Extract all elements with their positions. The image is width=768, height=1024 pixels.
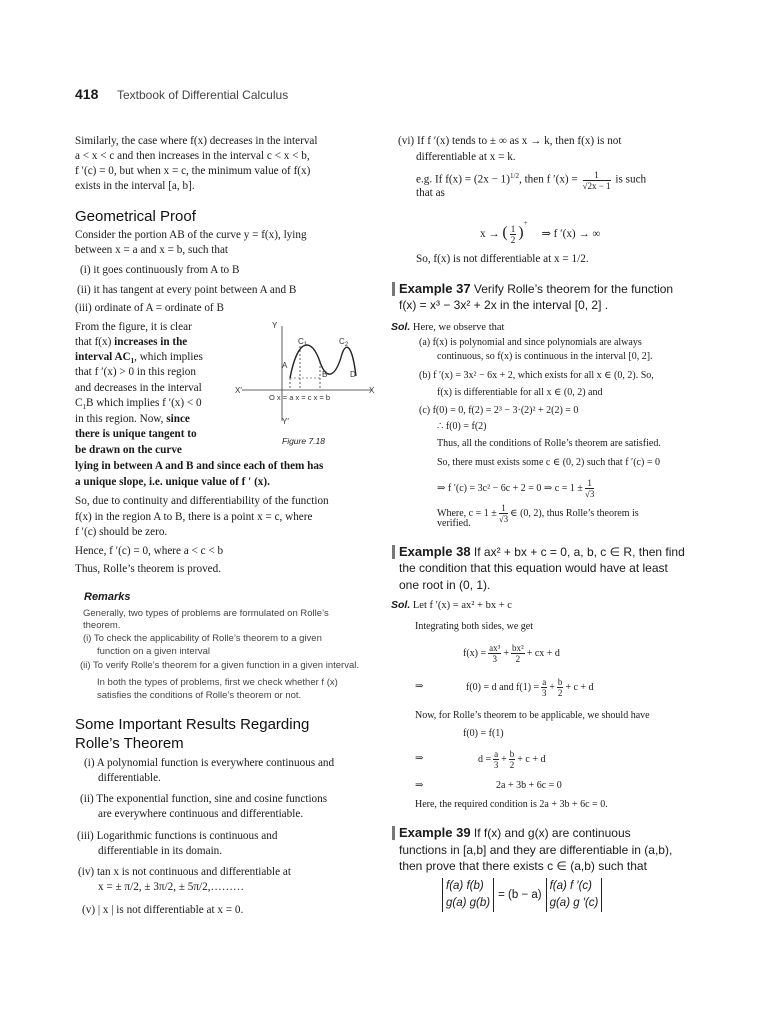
fig-text-7: in this region. Now, since — [75, 413, 190, 425]
ex37-c: (c) f(0) = 0, f(2) = 2³ − 3·(2)² + 2(2) = 0 — [419, 405, 579, 416]
remark-6: In both the types of problems, first we check whether f (x) — [97, 677, 338, 688]
example-38-bar — [392, 545, 395, 559]
intro-line-4: exists in the interval [a, b]. — [75, 180, 195, 192]
fig-text-10: lying in between A and B and since each of them has — [75, 460, 324, 472]
example-39-bar — [392, 826, 395, 840]
geo-intro-2: between x = a and x = b, such that — [75, 244, 229, 256]
figure-caption: Figure 7.18 — [282, 436, 325, 446]
ex37-implies: ⇒ f ′(c) = 3c² − 6c + 2 = 0 ⇒ c = 1 ± $\frac{1}{√3}$ — [437, 478, 595, 499]
geo-point-3: (iii) ordinate of A = ordinate of B — [75, 302, 224, 314]
remark-1: Generally, two types of problems are formulated on Rolle’s — [83, 608, 329, 619]
running-title: Textbook of Differential Calculus — [117, 88, 289, 102]
fig-text-6: $C_1B$ which implies f ′(x) < 0 — [75, 397, 202, 412]
result-5: (v) | x | is not differentiable at x = 0. — [82, 904, 244, 916]
ex37-b2: f(x) is differentiable for all x ∈ (0, 2) and — [437, 387, 603, 398]
ex37-b: (b) f ′(x) = 3x² − 6x + 2, which exists for all x ∈ (0, 2). So, — [419, 370, 654, 381]
ex38-fx: f(x) = $\frac{\text{ax³}}{3}$ + $\frac{\text{bx²}}{2}$ + cx + d — [463, 643, 560, 664]
conclusion-3: f ′(c) should be zero. — [75, 526, 168, 538]
fig-text-9: be drawn on the curve — [75, 444, 182, 456]
fig-text-8: there is unique tangent to — [75, 428, 197, 440]
remarks-title: Remarks — [84, 591, 131, 603]
ex38-arrow-3: ⇒ — [415, 780, 424, 791]
conclusion-4: Hence, f ′(c) = 0, where a < c < b — [75, 545, 224, 557]
ex37-a2: continuous, so f(x) is continuous in the interval [0, 2]. — [437, 351, 653, 362]
conclusion-1: So, due to continuity and differentiability of the function — [75, 495, 329, 507]
limit-line: x → ( $\frac{1}{2}$ )+ ⇒ f ′(x) → ∞ — [480, 219, 601, 245]
geometrical-proof-heading: Geometrical Proof — [75, 208, 196, 225]
result-2b: are everywhere continuous and differentiable. — [98, 808, 304, 820]
ex37-a: (a) f(x) is polynomial and since polynomials are always — [419, 337, 642, 348]
ex37-thus: Thus, all the conditions of Rolle’s theorem are satisfied. — [437, 438, 661, 449]
remark-2: theorem. — [83, 620, 121, 631]
example-line: e.g. If $f(x) = (2x - 1)^{1/2}$, then f ′(x) = $\frac{1}{√2x - 1}$ is such — [416, 169, 647, 191]
label-d: D — [350, 370, 356, 379]
result-3b: differentiable in its domain. — [98, 845, 223, 857]
label-y-prime: Y′ — [282, 417, 289, 426]
label-y: Y — [272, 321, 278, 330]
geo-point-2: (ii) it has tangent at every point between A and B — [77, 284, 297, 296]
remark-3: (i) To check the applicability of Rolle’s theorem to a given — [83, 633, 322, 644]
ex38-integrating: Integrating both sides, we get — [415, 621, 534, 632]
label-c2: $C_2$ — [339, 337, 349, 348]
result-1: (i) A polynomial function is everywhere continuous and — [84, 757, 335, 769]
geo-point-1: (i) it goes continuously from A to B — [80, 264, 240, 276]
example-39-line1: Example 39 If f(x) and g(x) are continuous — [399, 825, 631, 840]
ex38-arrow-1: ⇒ — [415, 681, 424, 692]
determinant-right: f(a) f ′(c) g(a) g ′(c) — [546, 878, 603, 912]
ex37-where: Where, c = 1 ± $\frac{1}{√3}$ ∈ (0, 2), thus Rolle’s theorem is — [437, 503, 639, 524]
example-38-line2: the condition that this equation would have at least — [399, 561, 668, 575]
label-b: B — [322, 370, 328, 379]
label-axis-points: O x = a x = c x = b — [269, 393, 331, 402]
label-x-prime: X′ — [235, 386, 242, 395]
ex38-f0: f(0) = d and f(1) = $\frac{a}{3}$ + $\frac{b}{2}$ + c + d — [466, 677, 594, 698]
example-that-as: that as — [416, 187, 445, 199]
result-2: (ii) The exponential function, sine and cosine functions — [80, 793, 328, 805]
result-6b: differentiable at x = k. — [416, 151, 516, 163]
intro-line-1: Similarly, the case where f(x) decreases in the interval — [75, 135, 318, 147]
fig-text-4: that f ′(x) > 0 in this region — [75, 366, 196, 378]
ex37-verified: verified. — [437, 518, 471, 529]
result-1b: differentiable. — [98, 772, 161, 784]
so-line: So, f(x) is not differentiable at x = 1/2. — [416, 253, 589, 265]
label-c1: $C_1$ — [298, 337, 308, 348]
determinant-equation: f(a) f(b) g(a) g(b) = (b − a) f(a) f ′(c) g(a) g ′(c) — [442, 878, 602, 912]
rolle-figure — [232, 316, 382, 456]
example-37-bar — [392, 282, 395, 296]
ex38-here: Here, the required condition is 2a + 3b + 6c = 0. — [415, 799, 608, 810]
fig-text-3: interval $AC_1$, which implies — [75, 351, 203, 366]
fig-text-2: that f(x) increases in the — [75, 336, 188, 348]
label-x: X — [369, 386, 375, 395]
intro-line-2: a < x < c and then increases in the interval c < x < b, — [75, 150, 310, 162]
example-38-line1: Example 38 If ax² + bx + c = 0, a, b, c ∈ R, then find — [399, 544, 685, 559]
ex38-arrow-2: ⇒ — [415, 753, 424, 764]
example-38-sol: Sol. Let f ′(x) = ax² + bx + c — [391, 599, 512, 611]
result-3: (iii) Logarithmic functions is continuous and — [77, 830, 278, 842]
example-37-line1: Example 37 Verify Rolle’s theorem for the function — [399, 281, 674, 296]
example-37-line2: f(x) = x³ − 3x² + 2x in the interval [0, 2] . — [399, 298, 609, 312]
result-4b: x = ± π/2, ± 3π/2, ± 5π/2,……… — [98, 881, 245, 893]
result-4: (iv) tan x is not continuous and differentiable at — [78, 866, 291, 878]
ex38-eq: f(0) = f(1) — [463, 728, 504, 739]
fig-text-5: and decreases in the interval — [75, 382, 202, 394]
results-heading-2: Rolle’s Theorem — [75, 735, 184, 752]
example-39-line3: then prove that there exists c ∈ (a,b) such that — [399, 859, 647, 873]
ex38-now: Now, for Rolle’s theorem to be applicable, we should have — [415, 710, 650, 721]
ex38-d: d = $\frac{a}{3}$ + $\frac{b}{2}$ + c + d — [478, 749, 546, 770]
remark-5: (ii) To verify Rolle’s theorem for a given function in a given interval. — [80, 660, 359, 671]
ex37-so: So, there must exists some c ∈ (0, 2) such that f ′(c) = 0 — [437, 457, 660, 468]
fig-text-1: From the figure, it is clear — [75, 321, 192, 333]
determinant-left: f(a) f(b) g(a) g(b) — [442, 878, 494, 912]
ex37-c2: ∴ f(0) = f(2) — [437, 421, 487, 432]
conclusion-5: Thus, Rolle’s theorem is proved. — [75, 563, 222, 575]
example-37-sol: Sol. Here, we observe that — [391, 321, 505, 333]
example-39-line2: functions in [a,b] and they are differentiable in (a,b), — [399, 843, 673, 857]
remark-4: function on a given interval — [97, 646, 211, 657]
ex38-cond: 2a + 3b + 6c = 0 — [496, 780, 562, 791]
conclusion-2: f(x) in the region A to B, there is a point x = c, where — [75, 511, 313, 523]
results-heading-1: Some Important Results Regarding — [75, 716, 310, 733]
label-a: A — [282, 361, 288, 370]
intro-line-3: f ′(c) = 0, but when x = c, the minimum value of f(x) — [75, 165, 311, 177]
geo-intro-1: Consider the portion AB of the curve y = f(x), lying — [75, 229, 307, 241]
example-38-line3: one root in (0, 1). — [399, 578, 491, 592]
result-6: (vi) If f ′(x) tends to ± ∞ as x → k, then f(x) is not — [398, 135, 622, 147]
page-number: 418 — [75, 86, 99, 102]
remark-7: satisfies the conditions of Rolle’s theorem or not. — [97, 690, 302, 701]
fig-text-11: a unique slope, i.e. unique value of f ′ (x). — [75, 476, 270, 488]
